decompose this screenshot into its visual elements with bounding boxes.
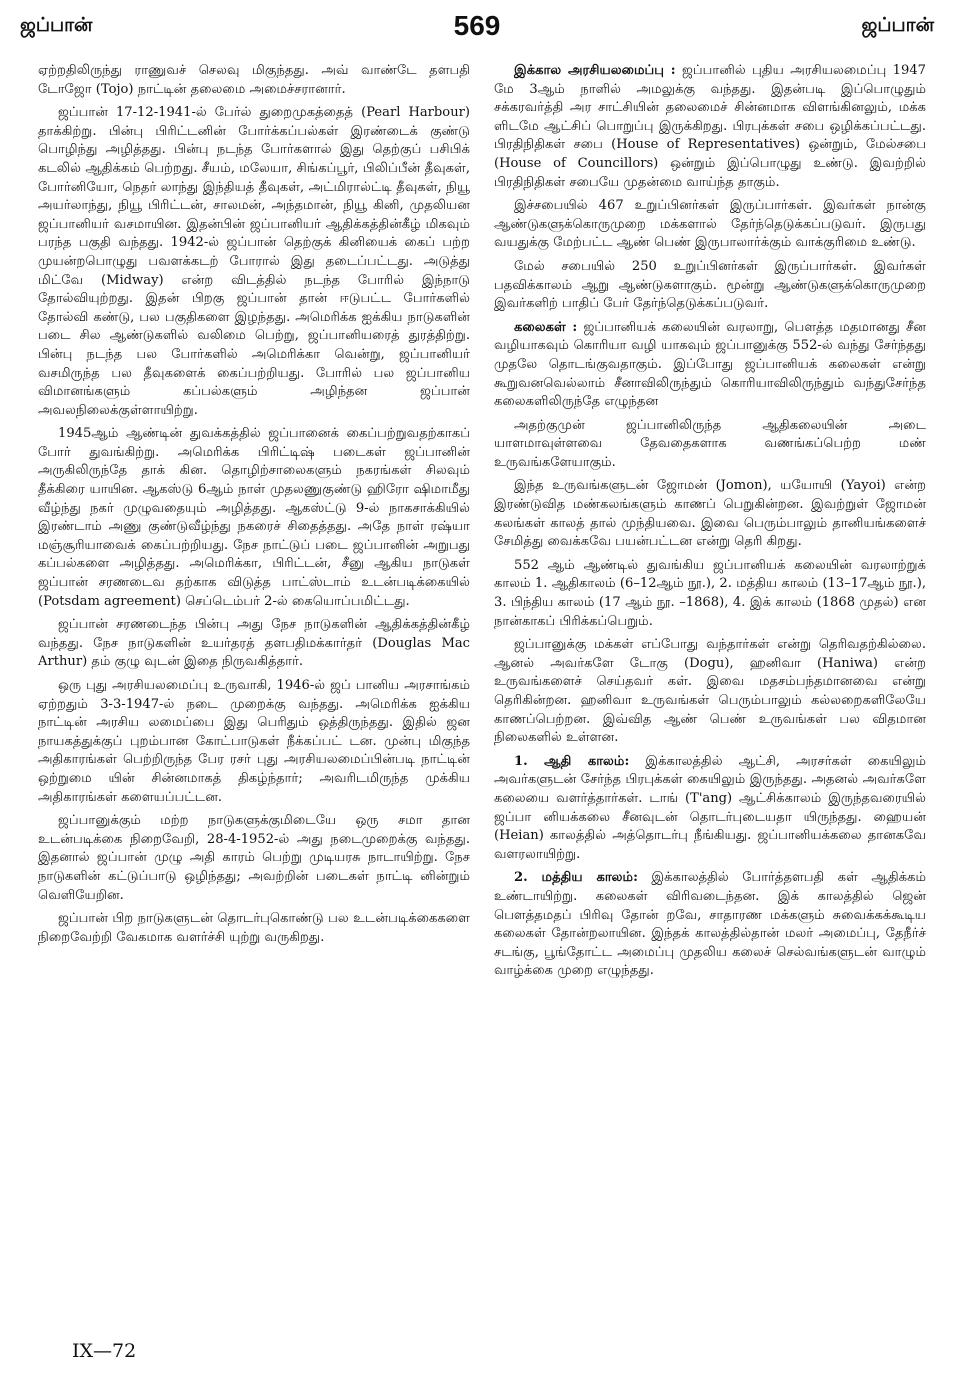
paragraph: ஒரு புது அரசியலமைப்பு உருவாகி, 1946-ல் ஜப் பானிய அரசாங்கம் ஏற்றதும் 3-3-1947-ல் நடை முறைக்கு வந்தது. அமெரிக்க ஐக்கிய நாட்டின் அரசிய லமைப்பை இது பெரிதும் ஒத்திருந்தது. இதில் ஜன நாயகத்துக்குப் புறம்பான கோட்பாடுகள் நீக்கப்பட் டன. முன்பு மிகுந்த அதிகாரங்கள் பெற்றிருந்த பேர ரசர் புது அரசியலமைப்பின்படி நாட்டின் ஒற்றுமை யின் சின்னமாகத் திகழ்ந்தார்; அவரிடமிருந்த முக்கிய அதிகாரங்கள் களையப்பட்டன.: [38, 678, 470, 805]
paragraph: ஜப்பானுக்கு மக்கள் எப்போது வந்தார்கள் என்று தெரிவதற்கில்லை. ஆனல் அவர்களே டோகு (Dogu), ஹனிவா (Haniwa) என்ற உருவங்களைச் செய்தவர் கள். இவை மதசம்பந்தமானவை என்று தெரிகின்றன. ஹனிவா உருவங்கள் பெரும்பாலும் கல்லறைகளிலேயே காணப்பெற்றன. இவ்வித ஆண் பெண் உருவங்கள் பல விதமான நிலைகளில் உள்ளன.: [494, 637, 926, 746]
paragraph: ஜப்பான் பிற நாடுகளுடன் தொடர்புகொண்டு பல உடன்படிக்கைகளை நிறைவேற்றி வேகமாக வளர்ச்சி யுற்று வருகிறது.: [38, 911, 470, 945]
section-heading: 1. ஆதி காலம்:: [514, 753, 630, 769]
paragraph: [494, 62, 926, 192]
running-title-left: ஜப்பான்: [20, 14, 93, 36]
paragraph: ஜப்பான் 17-12-1941-ல் பேர்ல் துறைமுகத்தைத் (Pearl Harbour) தாக்கிற்று. பின்பு பிரிட்டனின் போர்க்கப்பல்கள் இரண்டைக் குண்டு பொழிந்து அழித்தது. பின்பு நடந்த போர்களால் இது தெற்குப் பசிபிக் கடலில் ஆதிக்கம் பெற்றது. சீயம், மலேயா, சிங்கப்பூர், பிலிப்பீன் தீவுகள், போர்னியோ, நெதர் லாந்து இந்தியத் தீவுகள், அட்மிரால்ட்டி தீவுகள், நியூ அயர்லாந்து, நியூ பிரிட்டன், சாலமன், அந்தமான், நியூ கினி, முதலியன ஜப்பானியர் வசமாயின. இதன்பின் ஜப்பானியர் ஆதிக்கத்தின்கீழ் மிகவும் பரந்த பகுதி வந்தது. 1942-ல் ஜப்பான் தெற்குக் கினியைக் கைப் பற்ற முயன்றபொழுது பவளக்கடற் போரால் இது தடைப்பட்டது. அடுத்து மிட்வே (Midway) என்ற விடத்தில் நடந்த போரில் இந்நாடு தோல்வியுற்றது. இதன் பிறகு ஜப்பான் தான் ஈடுபட்ட போர்களில் தோல்வி கண்டு, பல பகுதிகளை இழந்தது. அமெரிக்க ஐக்கிய நாடுகளின் படை சில ஆண்டுகளில் வலிமை பெற்று, ஜப்பானியரைத் துரத்திற்று. பின்பு நடந்த பல போர்களில் அமெரிக்கா வென்று, ஜப்பானியர் வசமிருந்த பல தீவுகளைக் கைப்பற்றியது. போரில் பல ஜப்பானிய விமானங்களும் கப்பல்களும் அழிந்தன ஜப்பான் அவலநிலைக்குள்ளாயிற்று.: [38, 105, 470, 418]
page-number: 569: [453, 10, 501, 41]
page-header: [20, 10, 934, 44]
paragraph: [494, 753, 926, 865]
section-heading: இக்கால அரசியலமைப்பு :: [514, 63, 676, 78]
paragraph: 552 ஆம் ஆண்டில் துவங்கிய ஜப்பானியக் கலையின் வரலாற்றுக் காலம் 1. ஆதிகாலம் (6–12ஆம் நூ.), 2. மத்திய காலம் (13–17ஆம் நூ.), 3. பிந்திய காலம் (17 ஆம் நூ. –1868), 4. இக் காலம் (1868 முதல்) என நான்காகப் பிரிக்கப்பெறும்.: [494, 557, 926, 629]
paragraph-text: ஜப்பானியக் கலையின் வரலாறு, பௌத்த மதமானது சீன வழியாகவும் கொரியா வழி யாகவும் ஜப்பானுக்கு 552-ல் வந்து சேர்ந்தது முதலே தொடங்குவதாகும். இப்போது ஜப்பானியக் கலைகள் என்று கூறுவனவெல்லாம் சீனாவிலிருந்தும் கொரியாவிலிருந்தும் வந்துசேர்ந்த கலைகளிலிருந்தே எழுந்தன: [494, 319, 926, 410]
section-heading: 2. மத்திய காலம்:: [514, 870, 638, 886]
paragraph-text: இக்காலத்தில் போர்த்தளபதி கள் ஆதிக்கம் உண்டாயிற்று. கலைகள் விரிவடைந்தன. இக் காலத்தில் ஜென் பௌத்தமதப் பிரிவு தோன் றவே, சாதாரண மக்களும் சுவைக்கக்கூடிய கலைகள் தோன்றலாயின. இந்தக் காலத்தில்தான் மலர் அமைப்பு, தேநீர்ச் சடங்கு, பூங்தோட்ட அமைப்பு முதலிய கலைச் செல்வங்களுடன் வாழும் வாழ்க்கை முறை எழுந்தது.: [494, 870, 926, 979]
paragraph: [494, 869, 926, 981]
section-heading: கலைகள் :: [514, 319, 578, 335]
paragraph: மேல் சபையில் 250 உறுப்பினர்கள் இருப்பார்கள். இவர்கள் பதவிக்காலம் ஆறு ஆண்டுகளாகும். மூன்று ஆண்டுகளுக்கொருமுறை இவர்களிற் பாதிப் பேர் தேர்ந்தெடுக்கப்படுவர்.: [494, 258, 926, 312]
signature-mark: IX—72: [72, 1340, 137, 1362]
running-title-right: ஜப்பான்: [861, 14, 934, 36]
paragraph: இந்த உருவங்களுடன் ஜோமன் (Jomon), யயோயி (Yayoi) என்ற இரண்டுவித மண்கலங்களும் காணப் பெறுகின்றன. இவற்றுள் ஜோமன் கலங்கள் காலத் தால் முந்தியவை. இவை பெரும்பாலும் தானியங்களைச் சேமித்து வைக்கவே பயன்பட்டன என்று தெரி கிறது.: [494, 478, 926, 550]
paragraph: 1945ஆம் ஆண்டின் துவக்கத்தில் ஜப்பானைக் கைப்பற்றுவதற்காகப் போர் துவங்கிற்று. அமெரிக்க பிரிட்டிஷ் படைகள் ஜப்பானின் அருகிலிருந்தே தாக் கின. தொழிற்சாலைகளும் நகரங்கள் சிலவும் தீக்கிரை யாயின. ஆகஸ்டு 6ஆம் நாள் முதலணுகுண்டு ஹிரோ ஷிமாமீது வீழ்ந்து நகர் முழுவதையும் அழித்தது. ஆகஸ்ட்டு 9-ல் நாகசாக்கியில் இரண்டாம் அணு குண்டுவீழ்ந்து நகரைச் சிதைத்தது. அதே நாள் ரஷ்யா மஞ்சூரியாவைக் கைப்பற்றியது. நேச நாட்டுப் படை ஜப்பானின் அறுபது கப்பல்களை அழித்தது. அமெரிக்கா, பிரிட்டன், சீனு ஆகிய நாடுகள் ஜப்பான் சரணடைவ தற்காக விடுத்த பாட்ஸ்டாம் உடன்படிக்கையில் (Potsdam agreement) செப்டெம்பர் 2-ல் கையொப்பமிட்டது.: [38, 426, 470, 609]
paragraph: ஏற்றதிலிருந்து ராணுவச் செலவு மிகுந்தது. அவ் வாண்டே தளபதி டோஜோ (Tojo) நாட்டின் தலைமை அமைச்சரானார்.: [38, 63, 470, 97]
paragraph: ஜப்பானுக்கும் மற்ற நாடுகளுக்குமிடையே ஒரு சமா தான உடன்படிக்கை நிறைவேறி, 28-4-1952-ல் அது நடைமுறைக்கு வந்தது. இதனால் ஜப்பான் முழு அதி காரம் பெற்று முடியரசு நாடாயிற்று. நேச நாடுகளின் கட்டுப்பாடு ஒழிந்தது; அவற்றின் படைகள் நாட்டி னின்றும் வெளியேறின.: [38, 813, 470, 903]
paragraph: இச்சபையில் 467 உறுப்பினர்கள் இருப்பார்கள். இவர்கள் நான்கு ஆண்டுகளுக்கொருமுறை மக்களால் தேர்ந்தெடுக்கப்படுவர். இருபது வயதுக்கு மேற்பட்ட ஆண் பெண் இருபாலார்க்கும் வாக்குரிமை உண்டு.: [494, 198, 926, 251]
left-column: [38, 62, 470, 1340]
paragraph-text: ஜப்பானில் புதிய அரசியலமைப்பு 1947 மே 3ஆம் நாளில் அமலுக்கு வந்தது. இதன்படி இப்பொழுதும் சக்கரவர்த்தி அர சாட்சியின் தலைமைச் சின்னமாக விளங்கினலும், மக்க ளிடமே ஆட்சிப் பொறுப்பு இருக்கிறது. பிரபுக்கள் சபை ஒழிக்கப்பட்டது. பிரதிநிதிகள் சபை (House of Representatives) ஒன்றும், மேல்சபை (House of Councillors) ஒன்றும் இப்பொழுது உண்டு. இவற்றில் பிரதிநிதிகள் சபையே முதன்மை வாய்ந்த தாகும்.: [494, 63, 926, 190]
paragraph: [494, 319, 926, 412]
paragraph: ஜப்பான் சரணடைந்த பின்பு அது நேச நாடுகளின் ஆதிக்கத்தின்கீழ் வந்தது. நேச நாடுகளின் உயர்தரத் தளபதிமக்கார்தர் (Douglas Mac Arthur) தம் குழு வுடன் இதை நிருவகித்தார்.: [38, 617, 470, 670]
paragraph-text: இக்காலத்தில் ஆட்சி, அரசர்கள் கையிலும் அவர்களுடன் சேர்ந்த பிரபுக்கள் கையிலும் இருந்தது. அதனல் அவர்களே கலையை வளர்த்தார்கள். டாங் (T'ang) ஆட்சிக்காலம் இருந்தவரையில் ஜப்பா னியக்கலை சீனவுடன் தொடர்புடையதா யிருந்தது. ஹையன் (Heian) காலத்தில் அத்தொடர்பு நீங்கியது. ஜப்பானியக்கலை தானகவே வளரலாயிற்று.: [494, 753, 926, 862]
right-column: [494, 62, 926, 1340]
paragraph: அதற்குமுன் ஜப்பானிலிருந்த ஆதிகலையின் அடை யாளமாவுள்ளவை தேவதைகளாக வணங்கப்பெற்ற மண் உருவங்களேயாகும்.: [494, 417, 926, 470]
